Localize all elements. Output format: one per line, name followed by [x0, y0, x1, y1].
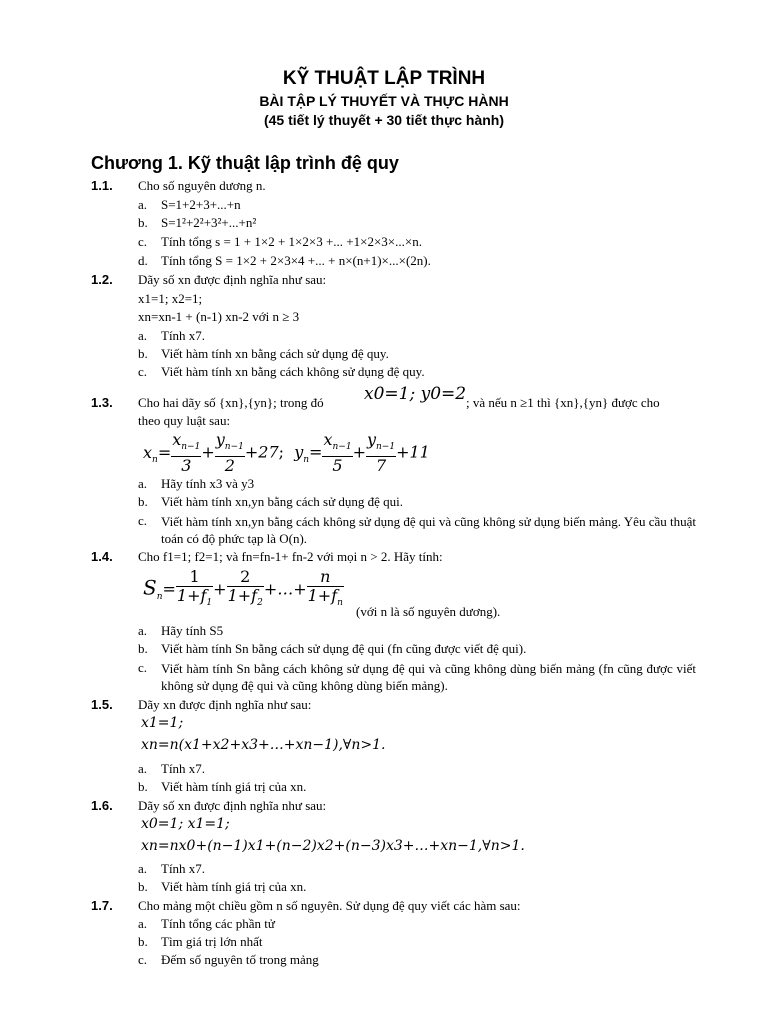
fraction: $\frac{x_{n-1}}{5}$ — [323, 430, 352, 476]
definition-line: xn=xn-1 + (n-1) xn-2 với n ≥ 3 — [138, 309, 300, 324]
item-text: Tính x7. — [161, 328, 206, 343]
recurrence-formula: $x_n=$ $\frac{x_{n-1}}{3}$ + $\frac{y_{n-1}}{2}$ +27; $y_n=$ $\frac{x_{n-1}}{5}$ + $\frac{y_{n-1}}{7}$ +11 — [143, 430, 430, 476]
sum-formula: $S_n=$ $\frac{1}{1+f_1}$ + $\frac{2}{1+f_2}$ +…+ $\frac{n}{1+f_n}$ — [143, 568, 344, 612]
item-text: Viết hàm tính xn bằng cách sử dụng đệ quy. — [161, 346, 389, 361]
item-label: b. — [138, 346, 148, 361]
exercise-number: 1.1. — [91, 178, 113, 193]
item-text: S=1+2+3+...+n — [161, 197, 241, 212]
exercise-number: 1.4. — [91, 549, 113, 564]
definition-line: x1=1; x2=1; — [138, 291, 203, 306]
exercise-stem: Dãy số xn được định nghĩa như sau: — [138, 272, 327, 287]
item-text: Tính tổng S = 1×2 + 2×3×4 +... + n×(n+1)×...×(2n). — [161, 253, 431, 268]
fraction: $\frac{1}{1+f_1}$ — [176, 567, 213, 609]
item-text: Viết hàm tính xn bằng cách không sử dụng đệ quy. — [161, 364, 425, 379]
formula-term: $x_n=$ — [143, 442, 172, 465]
chapter-heading: Chương 1. Kỹ thuật lập trình đệ quy — [91, 153, 399, 173]
item-text: Tính tổng s = 1 + 1×2 + 1×2×3 +... +1×2×3×...×n. — [161, 234, 422, 249]
item-label: a. — [138, 197, 148, 212]
document-hours: (45 tiết lý thuyết + 30 tiết thực hành) — [263, 112, 505, 128]
item-label: a. — [138, 476, 148, 491]
item-label: b. — [138, 779, 148, 794]
item-label: c. — [138, 660, 148, 675]
item-label: d. — [138, 253, 148, 268]
item-text: Tính x7. — [161, 861, 206, 876]
item-text: Hãy tính x3 và y3 — [161, 476, 255, 491]
document-title: KỸ THUẬT LẬP TRÌNH — [282, 68, 486, 89]
item-label: a. — [138, 623, 148, 638]
initial-values: x0=1; y0=2 — [364, 384, 467, 404]
item-label: c. — [138, 513, 148, 528]
item-label: c. — [138, 952, 148, 967]
definition-line: x0=1; x1=1; — [141, 816, 230, 832]
item-text: Tìm giá trị lớn nhất — [161, 934, 263, 949]
item-label: b. — [138, 215, 148, 230]
item-label: a. — [138, 761, 148, 776]
item-text: Viết hàm tính Sn bằng cách không sử dụng đệ qui và cũng không dùng biến mảng (fn cũng được viết không sử dụng đệ qui và cũng không dùng biến mảng). — [161, 661, 696, 693]
item-label: a. — [138, 916, 148, 931]
item-text: Hãy tính S5 — [161, 623, 224, 638]
exercise-number: 1.6. — [91, 798, 113, 813]
exercise-number: 1.7. — [91, 898, 113, 913]
exercise-stem: Cho số nguyên dương n. — [138, 178, 266, 193]
fraction: $\frac{2}{1+f_2}$ — [227, 567, 263, 609]
exercise-stem: Dãy xn được định nghĩa như sau: — [138, 697, 312, 712]
fraction: $\frac{y_{n-1}}{2}$ — [215, 430, 244, 476]
fraction: $\frac{n}{1+f_n}$ — [307, 567, 343, 609]
definition-line: xn=nx0+(n−1)x1+(n−2)x2+(n−3)x3+…+xn−1,∀n>1. — [141, 838, 525, 854]
item-text: Viết hàm tính Sn bằng cách sử dụng đệ qui (fn cũng được viết đệ qui). — [161, 641, 527, 656]
item-text: Viết hàm tính giá trị của xn. — [161, 879, 307, 894]
document-subtitle: BÀI TẬP LÝ THUYẾT VÀ THỰC HÀNH — [259, 93, 509, 109]
item-label: a. — [138, 328, 148, 343]
exercise-stem-cont: ; và nếu n ≥1 thì {xn},{yn} được cho — [466, 395, 660, 410]
item-label: b. — [138, 494, 148, 509]
fraction: $\frac{x_{n-1}}{3}$ — [172, 430, 201, 476]
item-label: b. — [138, 934, 148, 949]
exercise-stem: Cho hai dãy số {xn},{yn}; trong đó — [138, 395, 324, 410]
fraction: $\frac{y_{n-1}}{7}$ — [366, 430, 396, 476]
item-text: Tính tổng các phần tử — [161, 916, 275, 931]
item-text: Viết hàm tính xn,yn bằng cách sử dụng đệ qui. — [161, 494, 404, 509]
item-label: b. — [138, 641, 148, 656]
item-text: Viết hàm tính xn,yn bằng cách không sử dụng đệ qui và cũng không sử dụng biến mảng. Yêu cầu thuật toán có độ phức tạp là O(n). — [161, 514, 696, 546]
item-text: S=1²+2²+3²+...+n² — [161, 215, 257, 230]
item-text: Tính x7. — [161, 761, 206, 776]
item-label: b. — [138, 879, 148, 894]
exercise-number: 1.2. — [91, 272, 113, 287]
exercise-number: 1.3. — [91, 395, 113, 410]
item-text: Viết hàm tính giá trị của xn. — [161, 779, 307, 794]
item-label: c. — [138, 234, 148, 249]
exercise-stem: Cho f1=1; f2=1; và fn=fn-1+ fn-2 với mọi n > 2. Hãy tính: — [138, 549, 443, 564]
exercise-stem-cont: theo quy luật sau: — [138, 413, 231, 428]
item-label: c. — [138, 364, 148, 379]
formula-note: (với n là số nguyên dương). — [356, 604, 501, 619]
item-label: a. — [138, 861, 148, 876]
exercise-stem: Dãy số xn được định nghĩa như sau: — [138, 798, 327, 813]
definition-line: x1=1; — [141, 715, 184, 731]
exercise-stem: Cho mảng một chiều gồm n số nguyên. Sử dụng đệ quy viết các hàm sau: — [138, 898, 521, 913]
exercise-number: 1.5. — [91, 697, 113, 712]
definition-line: xn=n(x1+x2+x3+…+xn−1),∀n>1. — [141, 737, 386, 753]
item-text: Đếm số nguyên tố trong mảng — [161, 952, 319, 967]
